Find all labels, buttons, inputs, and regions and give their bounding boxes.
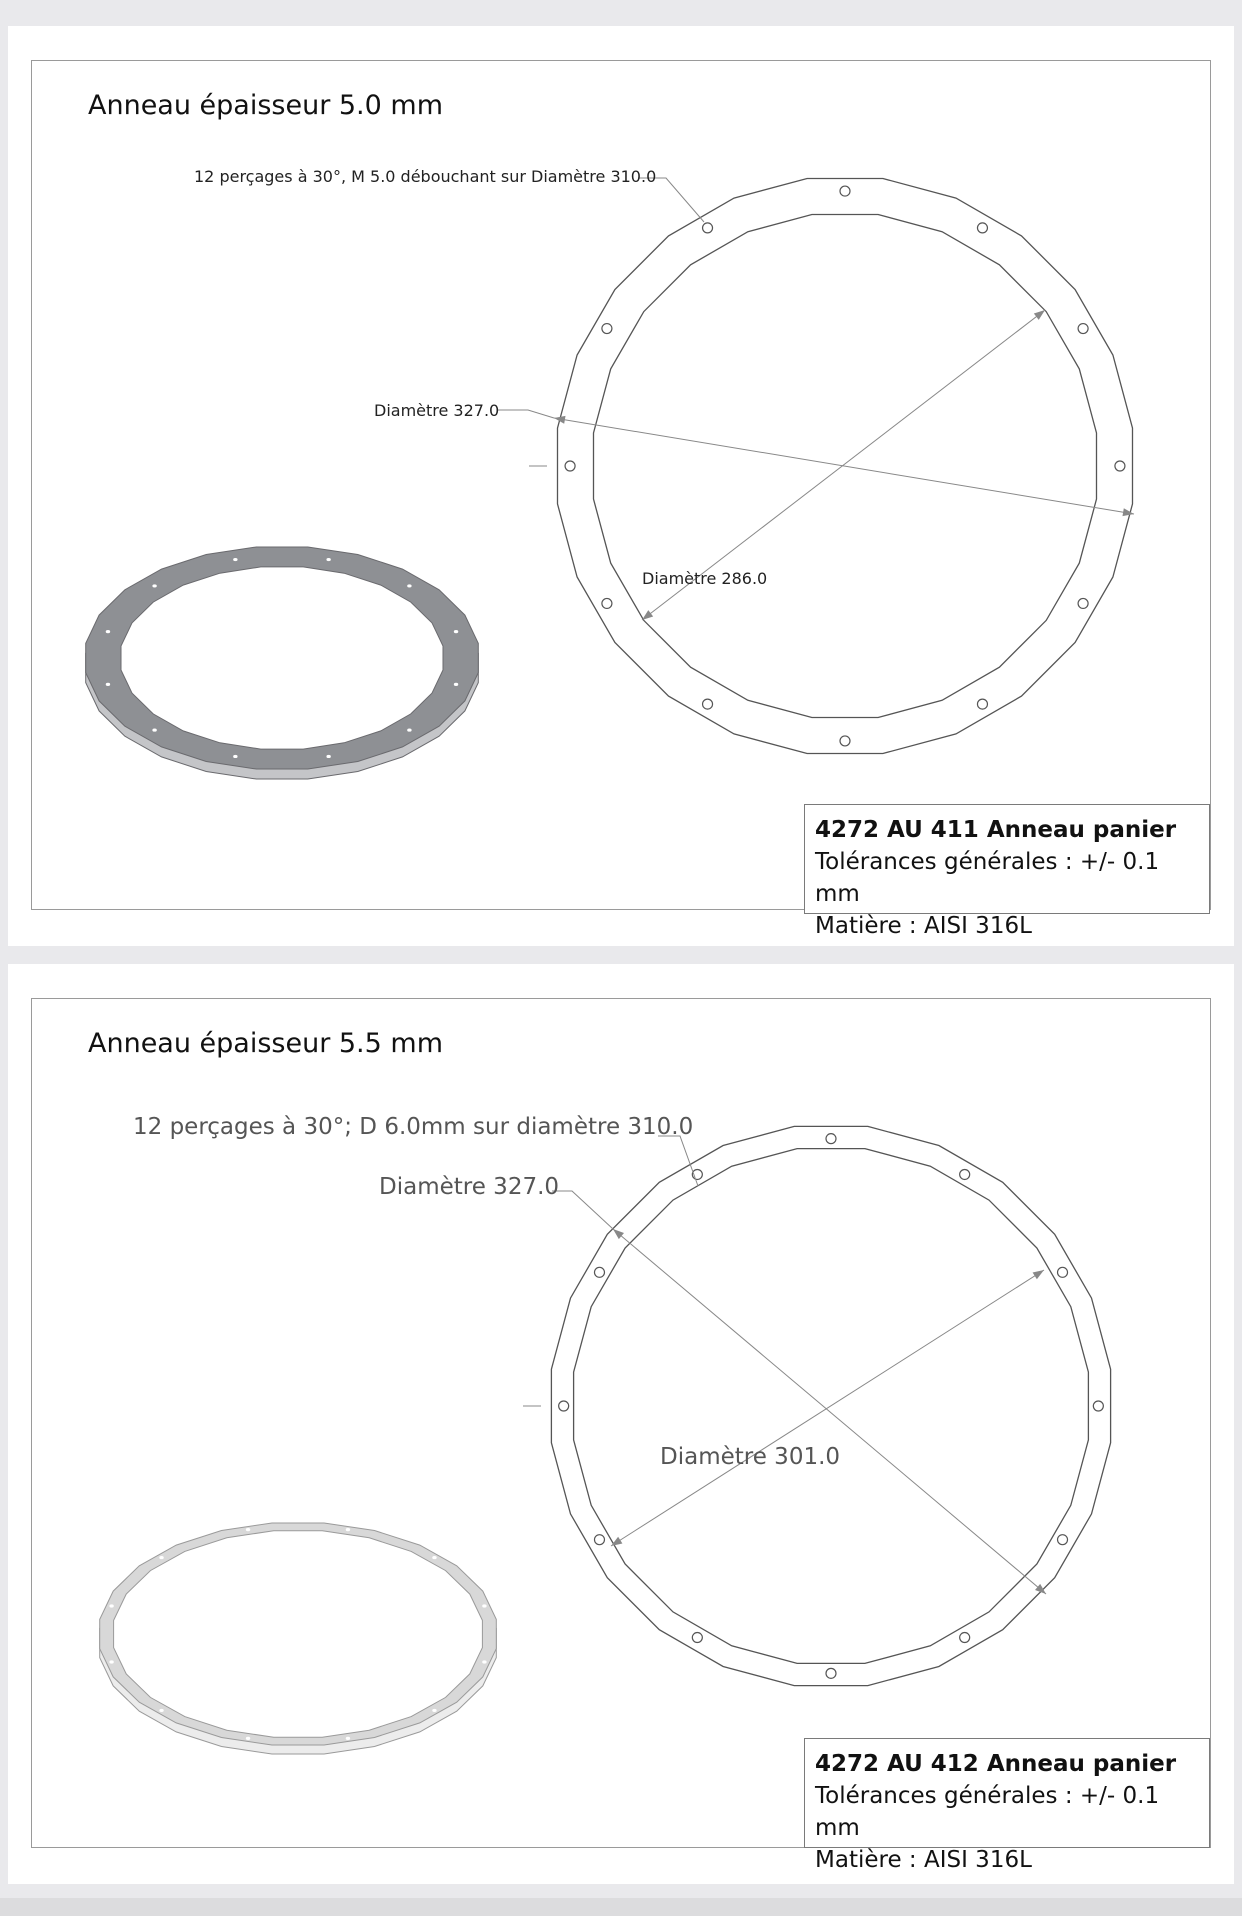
ring-3d-hole-mark [109, 1660, 113, 1663]
outer-diameter-dimension [613, 1229, 1046, 1594]
hole [703, 699, 713, 709]
ring-3d-hole-mark [246, 1528, 250, 1531]
hole [559, 1401, 569, 1411]
ring-3d-hole-mark [432, 1709, 436, 1712]
hole [692, 1633, 702, 1643]
outer-diameter-note: Diamètre 327.0 [374, 401, 500, 420]
hole [977, 223, 987, 233]
title-block [804, 804, 1210, 939]
bottom-bar [0, 1898, 1242, 1916]
outer-diameter-leader [498, 410, 554, 418]
dimension-arrowhead [1034, 310, 1045, 320]
hole [960, 1169, 970, 1179]
tolerance-text: Tolérances générales : +/- 0.1 mm [815, 849, 1160, 907]
hole [1115, 461, 1125, 471]
ring-3d-hole-mark [233, 558, 237, 561]
dimension-arrowhead [642, 610, 653, 620]
drawing-sheet-1 [8, 26, 1234, 946]
ring-3d-hole-mark [246, 1737, 250, 1740]
drawing-sheet-2 [8, 964, 1234, 1884]
part-reference: 4272 AU 411 Anneau panier [815, 817, 1177, 843]
ring-3d-hole-mark [152, 584, 156, 587]
ring-3d-hole-mark [482, 1604, 486, 1607]
ring-3d-hole-mark [159, 1556, 163, 1559]
ring-3d-hole-mark [407, 584, 411, 587]
outer-diameter-note: Diamètre 327.0 [379, 1174, 560, 1200]
holes-note-leader [658, 1136, 698, 1186]
hole [565, 461, 575, 471]
dimension-arrowhead [1122, 508, 1134, 516]
dimension-arrowhead [613, 1229, 624, 1239]
hole [1078, 598, 1088, 608]
hole [602, 324, 612, 334]
hole [977, 699, 987, 709]
sheet-title: Anneau épaisseur 5.5 mm [88, 1028, 444, 1059]
outer-diameter-leader [552, 1191, 613, 1229]
hole [703, 223, 713, 233]
dimension-arrowhead [1033, 1270, 1044, 1279]
inner-diameter-note: Diamètre 301.0 [660, 1444, 841, 1470]
part-reference: 4272 AU 412 Anneau panier [815, 1751, 1177, 1777]
hole [594, 1535, 604, 1545]
tolerance-text: Tolérances générales : +/- 0.1 mm [815, 1783, 1160, 1841]
dimension-arrowhead [554, 416, 566, 424]
ring-3d-hole-mark [482, 1660, 486, 1663]
ring-3d-hole-mark [152, 728, 156, 731]
inner-diameter-dimension [611, 1270, 1044, 1546]
hole [594, 1267, 604, 1277]
holes-note: 12 perçages à 30°, M 5.0 débouchant sur Diamètre 310.0 [194, 167, 657, 186]
sheet-title: Anneau épaisseur 5.0 mm [88, 90, 444, 121]
ring-3d-hole-mark [106, 683, 110, 686]
hole [826, 1668, 836, 1678]
material-text: Matière : AISI 316L [815, 913, 1032, 939]
inner-diameter-note: Diamètre 286.0 [642, 569, 768, 588]
ring-3d-hole-mark [407, 728, 411, 731]
ring-3d-hole-mark [233, 755, 237, 758]
ring-3d-hole-mark [109, 1604, 113, 1607]
hole [960, 1633, 970, 1643]
ring-3d-hole-mark [346, 1528, 350, 1531]
hole [1058, 1535, 1068, 1545]
outer-diameter-dimension [554, 418, 1134, 514]
ring-3d-hole-mark [106, 630, 110, 633]
hole [1078, 324, 1088, 334]
material-text: Matière : AISI 316L [815, 1847, 1032, 1873]
hole [1058, 1267, 1068, 1277]
title-block [804, 1738, 1210, 1873]
ring-3d-hole-mark [346, 1737, 350, 1740]
hole [602, 598, 612, 608]
ring-3d-hole-mark [454, 630, 458, 633]
hole [840, 186, 850, 196]
ring-3d-hole-mark [432, 1556, 436, 1559]
ring-3d-hole-mark [326, 558, 330, 561]
ring-3d-hole-mark [454, 683, 458, 686]
ring-3d-hole-mark [159, 1709, 163, 1712]
ring-3d-hole [114, 1531, 483, 1738]
hole [1093, 1401, 1103, 1411]
ring-3d-hole-mark [326, 755, 330, 758]
hole [840, 736, 850, 746]
holes-note: 12 perçages à 30°; D 6.0mm sur diamètre 310.0 [133, 1114, 694, 1140]
hole [826, 1134, 836, 1144]
ring-3d-hole [121, 567, 443, 749]
